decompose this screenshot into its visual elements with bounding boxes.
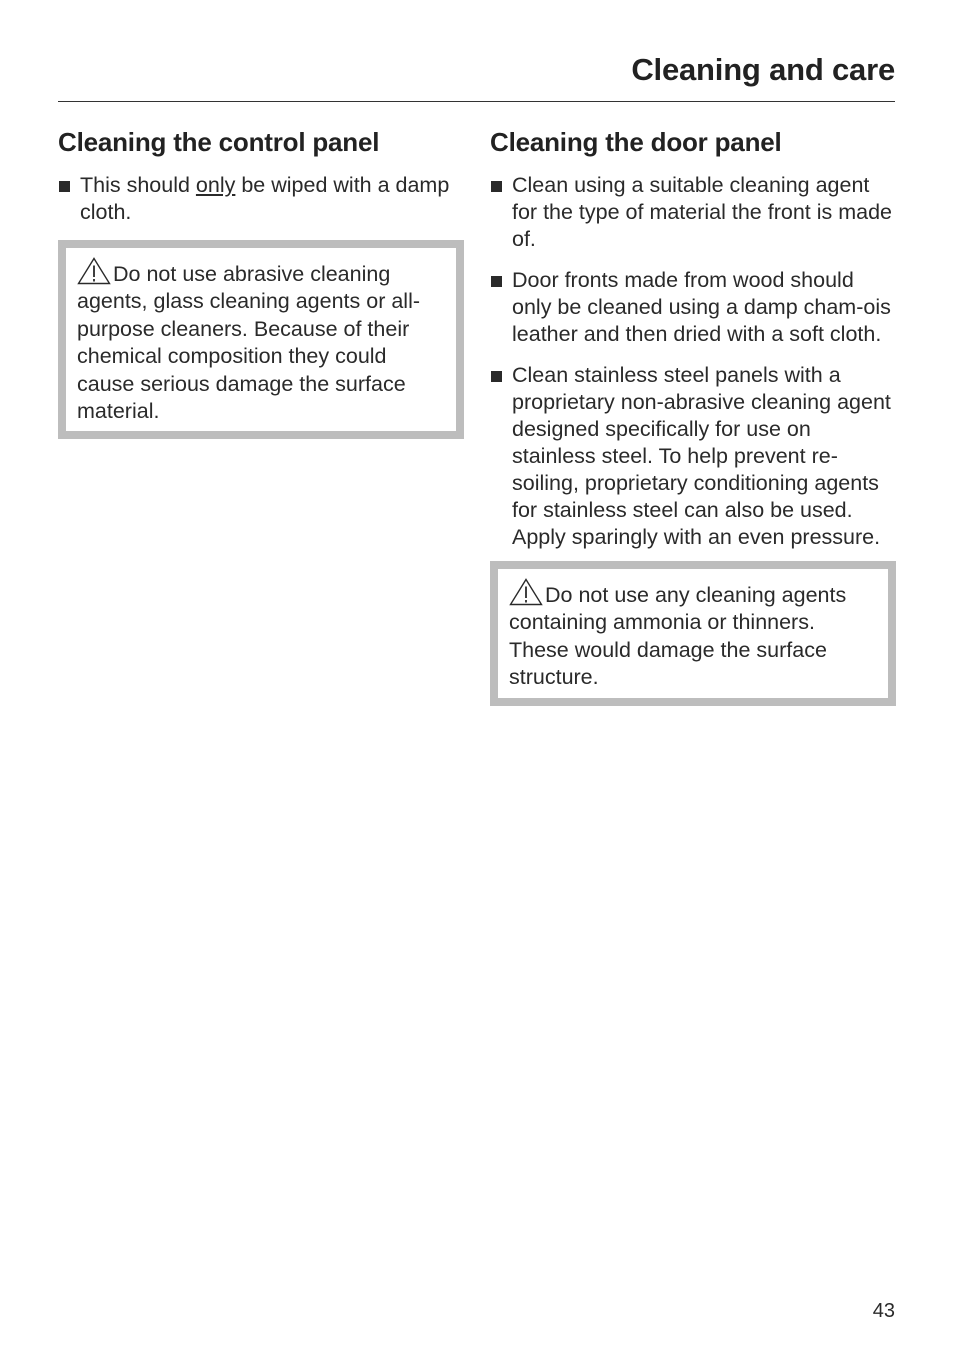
door-panel-section [490,124,896,706]
warning-box [490,561,896,706]
page-title: Cleaning and care [631,52,895,87]
warning-box [58,240,464,439]
bullet-list [490,172,896,551]
bullet-marker [491,181,502,192]
bullet-list [58,172,464,226]
warning-triangle-icon [77,257,111,285]
section-heading: Cleaning the control panel [58,127,380,157]
bullet-text: Clean using a suitable cleaning agent for the type of material the front is made of. [512,173,893,251]
section-heading: Cleaning the door panel [490,127,782,157]
bullet-text-start: This should [80,173,196,197]
bullet-marker [491,371,502,382]
emphasis-text: only [195,173,236,197]
bullet-text: Door fronts made from wood should only be cleaned using a damp cham-ois leather and then dried with a soft cloth. [512,268,891,346]
bullet-text-end: be wiped with a damp cloth. [80,173,450,224]
bullet-marker [59,181,70,192]
warning-text: Do not use abrasive cleaning agents, glass cleaning agents or all-purpose cleaners. Because of their chemical composition they could cause serious damage the surface material. [77,262,421,424]
control-panel-section [58,124,464,439]
page-header [58,48,895,102]
list-item [490,172,896,253]
list-item [490,267,896,348]
bullet-text: Clean stainless steel panels with a proprietary non-abrasive cleaning agent designed specifically for use on stainless steel. To help prevent re-soiling, proprietary conditioning agents for stainless steel can also be used. Apply sparingly with an even pressure. [512,363,891,549]
page-number: 43 [872,1300,895,1322]
warning-triangle-icon [509,578,543,606]
warning-text: Do not use any cleaning agents containing ammonia or thinners. These would damage the surface structure. [509,583,847,690]
list-item [58,172,464,226]
list-item [490,362,896,551]
bullet-marker [491,276,502,287]
